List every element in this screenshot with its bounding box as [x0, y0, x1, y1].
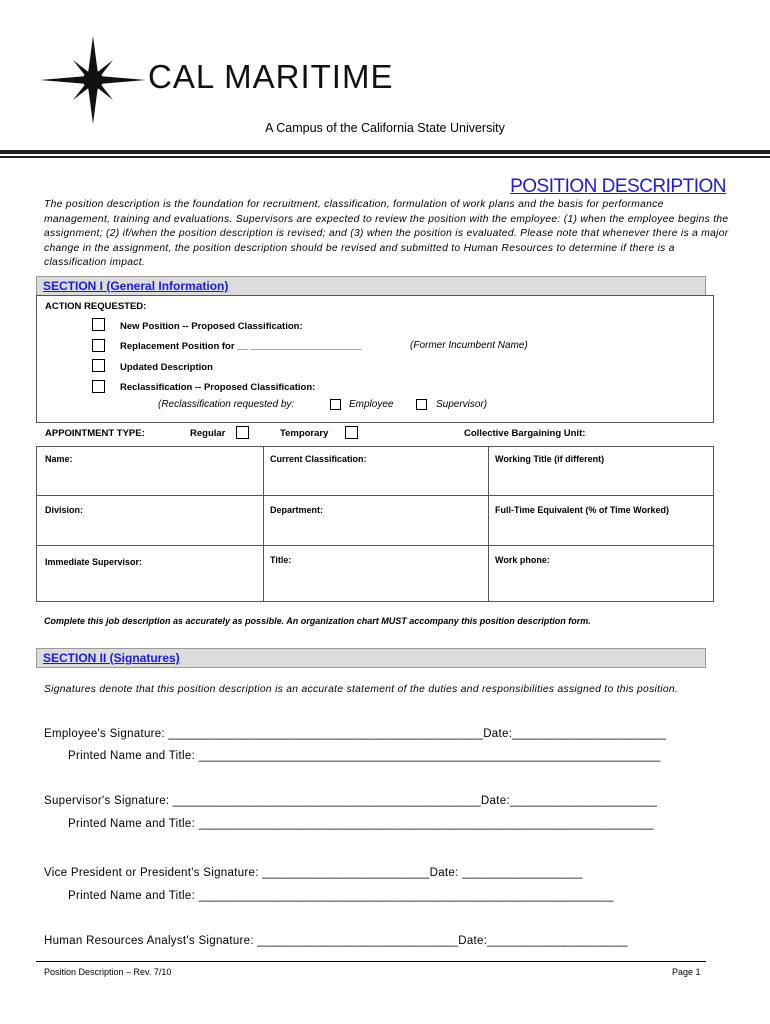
- supervisor-checkbox[interactable]: [416, 399, 427, 410]
- supervisor-signature-line[interactable]: Supervisor's Signature: ______________________________________________Date:______________________: [44, 795, 658, 807]
- logo-wordmark: CAL MARITIME: [148, 58, 394, 95]
- reclass-requested-by-label: (Reclassification requested by:: [158, 399, 295, 410]
- name-field[interactable]: Name:: [45, 454, 73, 464]
- former-incumbent-label: (Former Incumbent Name): [410, 340, 528, 351]
- section-2-label: SECTION II (Signatures): [43, 651, 180, 665]
- temporary-checkbox[interactable]: [345, 426, 358, 439]
- title-field[interactable]: Title:: [270, 555, 292, 565]
- replacement-position-label: Replacement Position for __ _____________________: [120, 341, 362, 352]
- section-1-label: SECTION I (General Information): [43, 279, 229, 293]
- hr-analyst-signature-line[interactable]: Human Resources Analyst's Signature: ______________________________Date:_____________________: [44, 935, 628, 947]
- president-signature-line[interactable]: Vice President or President's Signature: _________________________Date: __________________: [44, 867, 583, 879]
- employee-checkbox[interactable]: [330, 399, 341, 410]
- compass-star-logo: [40, 36, 146, 124]
- regular-label: Regular: [190, 428, 226, 439]
- updated-description-label: Updated Description: [120, 362, 213, 373]
- working-title-field[interactable]: Working Title (if different): [495, 454, 605, 464]
- division-field[interactable]: Division:: [45, 505, 84, 515]
- temporary-label: Temporary: [280, 428, 329, 439]
- current-classification-field[interactable]: Current Classification:: [270, 454, 367, 464]
- regular-checkbox[interactable]: [236, 426, 249, 439]
- action-requested-label: ACTION REQUESTED:: [45, 301, 147, 312]
- page-title: POSITION DESCRIPTION: [510, 176, 726, 197]
- section-1-heading: [36, 276, 706, 296]
- supervisor-label: Supervisor): [436, 399, 488, 410]
- new-position-label: New Position -- Proposed Classification:: [120, 321, 303, 332]
- immediate-supervisor-field[interactable]: Immediate Supervisor:: [45, 557, 143, 567]
- section-2-heading: [36, 648, 706, 668]
- reclassification-label: Reclassification -- Proposed Classification:: [120, 382, 316, 393]
- campus-subtitle: A Campus of the California State University: [265, 121, 505, 135]
- new-position-checkbox[interactable]: [92, 318, 105, 331]
- employee-signature-line[interactable]: Employee's Signature: _______________________________________________Date:_______________________: [44, 728, 667, 740]
- president-printed-name-line[interactable]: Printed Name and Title: ______________________________________________________________: [68, 890, 614, 902]
- footer-page-number: Page 1: [672, 967, 701, 977]
- employee-label: Employee: [349, 399, 394, 410]
- replacement-position-checkbox[interactable]: [92, 339, 105, 352]
- supervisor-printed-name-line[interactable]: Printed Name and Title: ____________________________________________________________________: [68, 818, 654, 830]
- department-field[interactable]: Department:: [270, 505, 324, 515]
- instructions-note: Complete this job description as accurately as possible. An organization chart MUST accompany this position description form.: [44, 616, 591, 626]
- fte-field[interactable]: Full-Time Equivalent (% of Time Worked): [495, 505, 670, 515]
- footer-revision: Position Description – Rev. 7/10: [44, 967, 172, 977]
- header-rule-thin: [0, 156, 770, 158]
- info-grid: [36, 446, 714, 602]
- appointment-type-label: APPOINTMENT TYPE:: [45, 428, 145, 439]
- signatures-intro: Signatures denote that this position description is an accurate statement of the duties and responsibilities assigned to this position.: [44, 684, 679, 695]
- bargaining-unit-label: Collective Bargaining Unit:: [464, 428, 586, 439]
- work-phone-field[interactable]: Work phone:: [495, 555, 550, 565]
- employee-printed-name-line[interactable]: Printed Name and Title: _____________________________________________________________________: [68, 750, 661, 762]
- intro-paragraph: The position description is the foundation for recruitment, classification, formulation of work plans and the basis for performance management, training and evaluations. Supervisors are expected to review the position with the employee: (1) when the employee begins the assignment; (2) if/when the position description is revised; and (3) when the position is evaluated. Please note that whenever there is a major change in the assignment, the position description should be revised and submitted to Human Resources to determine if there is a classification impact.: [44, 199, 729, 268]
- footer-rule: [36, 961, 706, 962]
- header-rule: [0, 150, 770, 154]
- updated-description-checkbox[interactable]: [92, 359, 105, 372]
- reclassification-checkbox[interactable]: [92, 380, 105, 393]
